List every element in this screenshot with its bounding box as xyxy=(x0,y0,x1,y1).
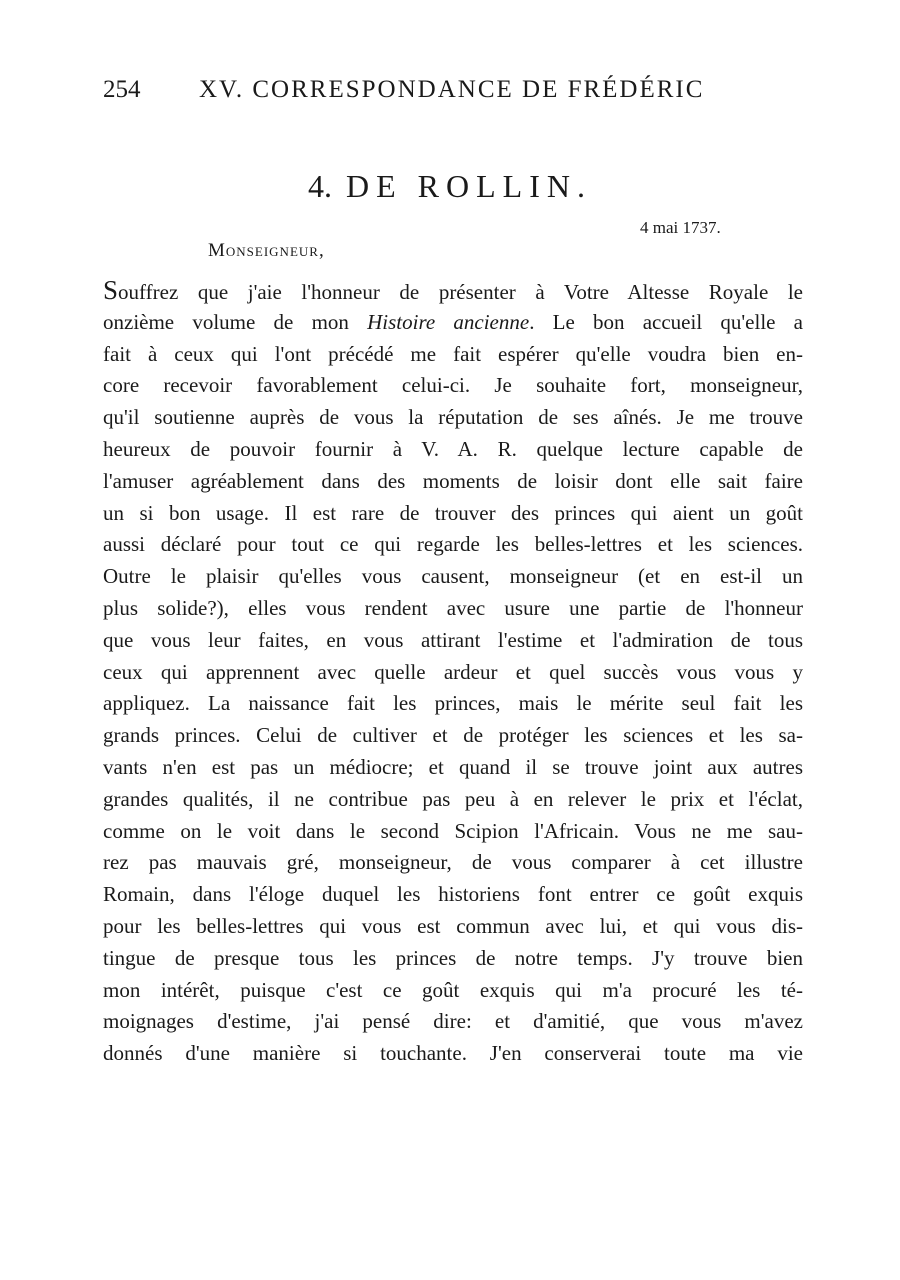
text-line: que vous leur faites, en vous attirant l'estime et l'admiration de tous xyxy=(103,627,803,652)
text-line: core recevoir favorablement celui-ci. Je souhaite fort, monseigneur, xyxy=(103,373,803,398)
letter-title: DE ROLLIN. xyxy=(346,168,592,204)
text-line: un si bon usage. Il est rare de trouver des princes qui aient un goût xyxy=(103,500,803,525)
running-head xyxy=(103,76,723,104)
text-line: Souffrez que j'aie l'honneur de présenter à Votre Altesse Royale le xyxy=(103,275,803,305)
text-line: aussi déclaré pour tout ce qui regarde les belles-lettres et les sciences. xyxy=(103,532,803,557)
text-line: comme on le voit dans le second Scipion l'Africain. Vous ne me sau- xyxy=(103,818,803,843)
letter-heading xyxy=(0,168,900,205)
text-line: mon intérêt, puisque c'est ce goût exquis qui m'a procuré les té- xyxy=(103,977,803,1002)
letter-date: 4 mai 1737. xyxy=(640,218,721,237)
text-line: appliquez. La naissance fait les princes, mais le mérite seul fait les xyxy=(103,691,803,716)
text-line: qu'il soutienne auprès de vous la réputation de ses aînés. Je me trouve xyxy=(103,405,803,430)
text-line: moignages d'estime, j'ai pensé dire: et d'amitié, que vous m'avez xyxy=(103,1009,803,1034)
text-line: ceux qui apprennent avec quelle ardeur et quel succès vous vous y xyxy=(103,659,803,684)
text-line: donnés d'une manière si touchante. J'en conserverai toute ma vie xyxy=(103,1041,803,1066)
text-line: plus solide?), elles vous rendent avec usure une partie de l'honneur xyxy=(103,595,803,620)
text-line: Outre le plaisir qu'elles vous causent, monseigneur (et en est-il un xyxy=(103,564,803,589)
book-title-italic: Histoire ancienne xyxy=(367,309,530,334)
page-number: 254 xyxy=(103,76,141,103)
letter-body xyxy=(103,275,803,1070)
text-line: vants n'en est pas un médiocre; et quand il se trouve joint aux autres xyxy=(103,754,803,779)
text-line: grandes qualités, il ne contribue pas peu à en relever le prix et l'éclat, xyxy=(103,786,803,811)
text-line: heureux de pouvoir fournir à V. A. R. quelque lecture capable de xyxy=(103,436,803,461)
letter-number: 4. xyxy=(308,168,333,204)
salutation: Monseigneur, xyxy=(208,240,325,261)
text-line: tingue de presque tous les princes de notre temps. J'y trouve bien xyxy=(103,945,803,970)
running-title: XV. CORRESPONDANCE DE FRÉDÉRIC xyxy=(199,76,705,103)
text-line: grands princes. Celui de cultiver et de protéger les sciences et les sa- xyxy=(103,723,803,748)
text-line: onzième volume de mon Histoire ancienne. Le bon accueil qu'elle a xyxy=(103,309,803,334)
drop-cap: S xyxy=(103,275,119,305)
text-line: Romain, dans l'éloge duquel les historiens font entrer ce goût exquis xyxy=(103,882,803,907)
text-line: rez pas mauvais gré, monseigneur, de vous comparer à cet illustre xyxy=(103,850,803,875)
text-line: l'amuser agréablement dans des moments de loisir dont elle sait faire xyxy=(103,468,803,493)
text-line: fait à ceux qui l'ont précédé me fait espérer qu'elle voudra bien en- xyxy=(103,341,803,366)
text-line: pour les belles-lettres qui vous est commun avec lui, et qui vous dis- xyxy=(103,913,803,938)
